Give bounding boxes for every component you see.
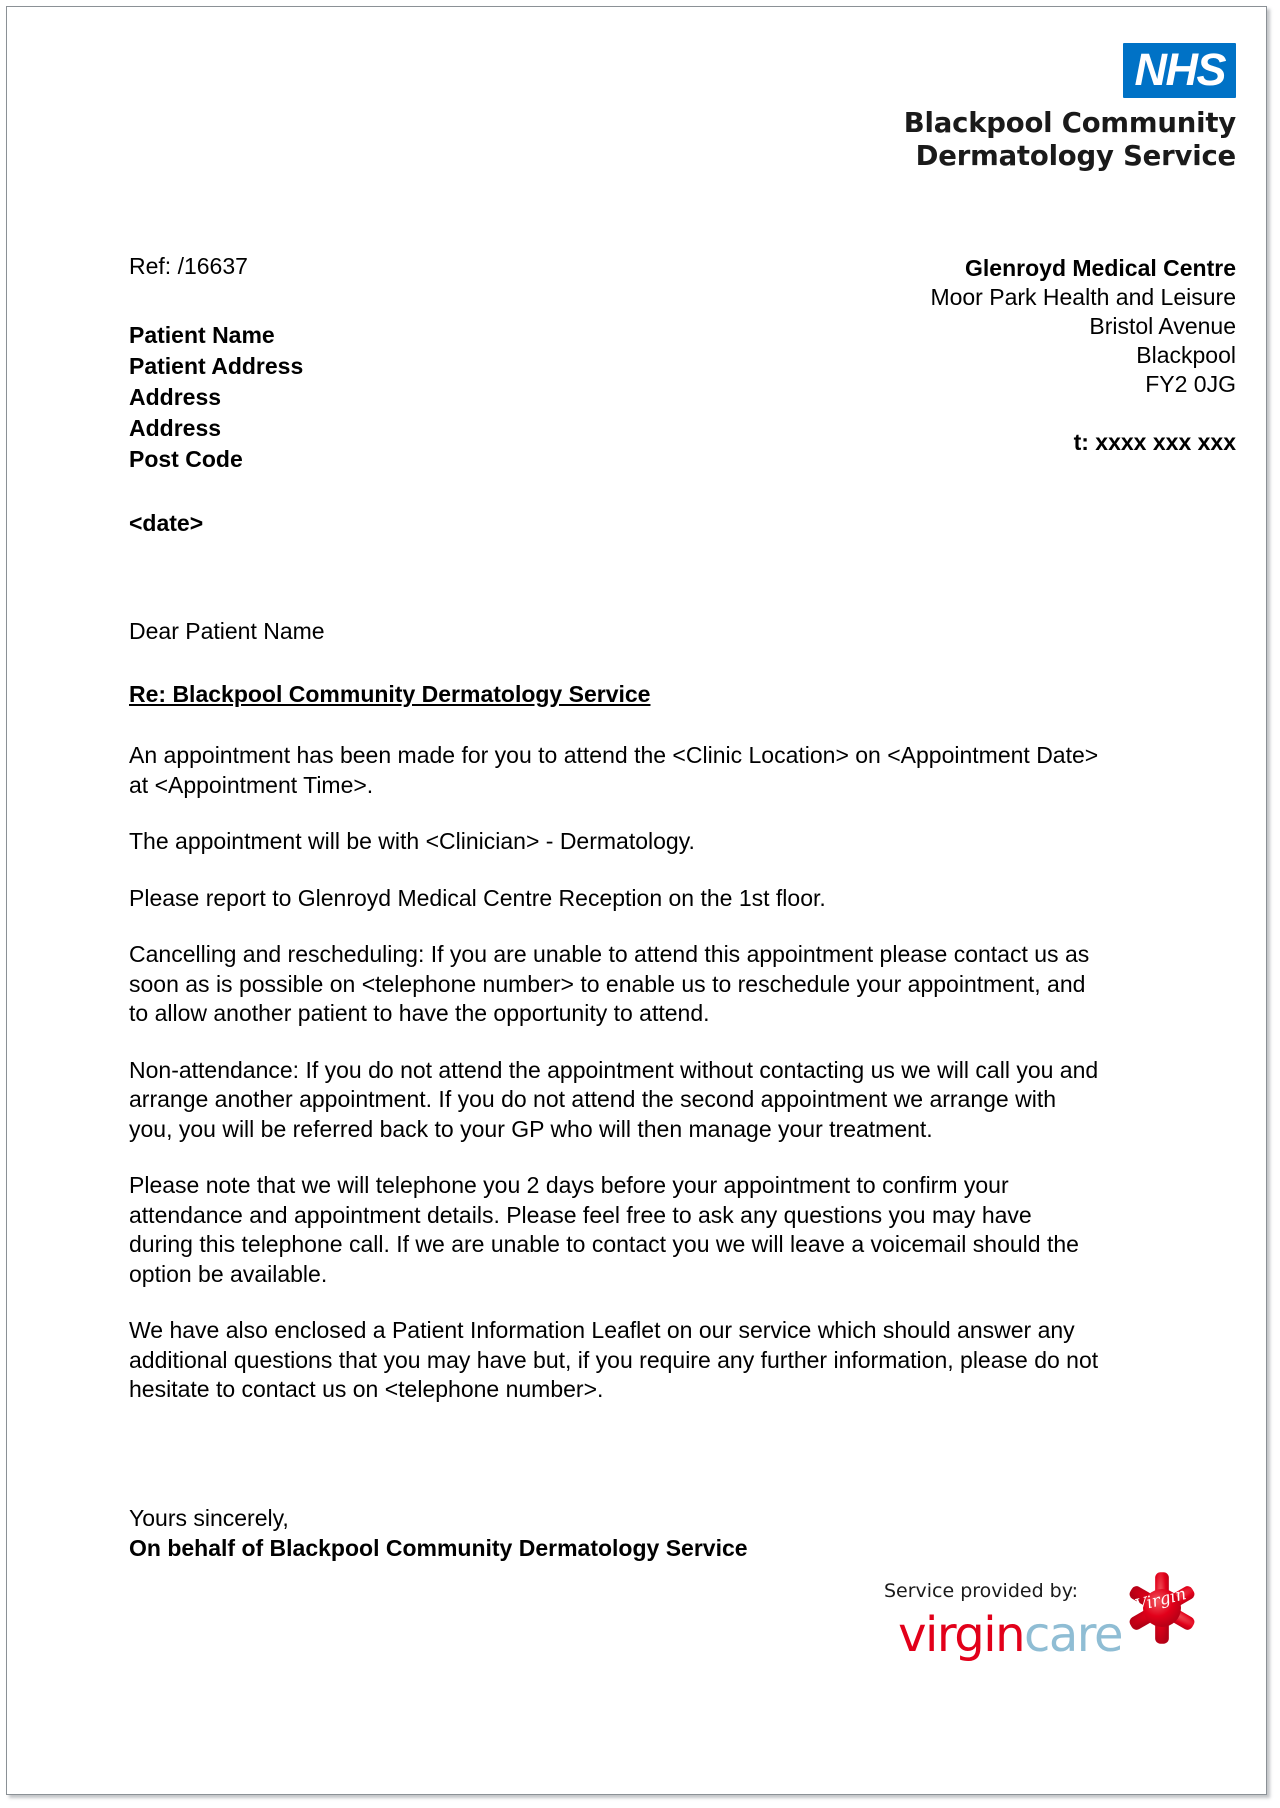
footer — [788, 1578, 1208, 1698]
letter-body — [129, 617, 1099, 1432]
recipient-line: Address — [129, 384, 222, 410]
sender-address-line: FY2 0JG — [1145, 371, 1236, 397]
organisation-name-line2: Dermatology Service — [915, 140, 1236, 172]
body-paragraph: Non-attendance: If you do not attend the appointment without contacting us we will call you and arrange another appointment. If you do not attend the second appointment we arrange with you, you will be referred back to your GP who will then manage your treatment. — [129, 1056, 1099, 1142]
signoff-block — [129, 1503, 748, 1563]
body-paragraph: The appointment will be with <Clinician> - Dermatology. — [129, 828, 695, 854]
sender-address-line: Moor Park Health and Leisure — [930, 284, 1236, 310]
recipient-line: Post Code — [129, 446, 243, 472]
nhs-logo: NHS — [1123, 43, 1236, 98]
virgin-asterisk-icon — [1124, 1570, 1200, 1646]
sender-address-line: Blackpool — [1136, 342, 1236, 368]
body-paragraph: Cancelling and rescheduling: If you are unable to attend this appointment please contact us as soon as is possible on <telephone number> to enable us to reschedule your appointment, and to allow another patient to have the opportunity to attend. — [129, 941, 1090, 1026]
care-wordmark-part: care — [1023, 1607, 1122, 1663]
sender-address-line: Bristol Avenue — [1089, 313, 1236, 339]
virgin-care-wordmark — [898, 1608, 1122, 1662]
service-provided-by-label: Service provided by: — [883, 1580, 1078, 1602]
recipient-line: Address — [129, 415, 222, 441]
sender-site-name: Glenroyd Medical Centre — [965, 255, 1236, 281]
letter-page — [6, 6, 1267, 1795]
virgin-wordmark-part: virgin — [898, 1607, 1024, 1663]
body-paragraph: Please note that we will telephone you 2 days before your appointment to confirm your attendance and appointment details. Please feel free to ask any questions you may have during this telephone call. If we are unable to contact you we will leave a voicemail should the option be available. — [129, 1172, 1079, 1287]
signoff-sender: On behalf of Blackpool Community Dermatology Service — [129, 1535, 748, 1561]
salutation: Dear Patient Name — [129, 618, 325, 644]
letter-date: <date> — [129, 510, 204, 536]
body-paragraph: Please report to Glenroyd Medical Centre Reception on the 1st floor. — [129, 884, 826, 911]
letterhead — [676, 43, 1236, 173]
sender-address-block — [716, 254, 1236, 457]
sender-telephone: t: xxxx xxx xxx — [1073, 429, 1236, 455]
reference-number: Ref: /16637 — [129, 253, 248, 279]
svg-text:Virgin: Virgin — [1132, 1583, 1189, 1616]
organisation-name-line1: Blackpool Community — [903, 107, 1236, 139]
signoff-closing: Yours sincerely, — [129, 1505, 289, 1531]
recipient-address-block — [129, 320, 303, 475]
subject-line: Re: Blackpool Community Dermatology Service — [129, 680, 651, 707]
recipient-line: Patient Address — [129, 353, 304, 379]
recipient-line: Patient Name — [129, 322, 275, 348]
body-paragraph: We have also enclosed a Patient Information Leaflet on our service which should answer any additional questions that you may have but, if you require any further information, please do not hesitate to contact us on <telephone number>. — [129, 1317, 1099, 1402]
body-paragraph: An appointment has been made for you to attend the <Clinic Location> on <Appointment Date> at <Appointment Time>. — [129, 742, 1099, 798]
organisation-name — [676, 107, 1236, 173]
